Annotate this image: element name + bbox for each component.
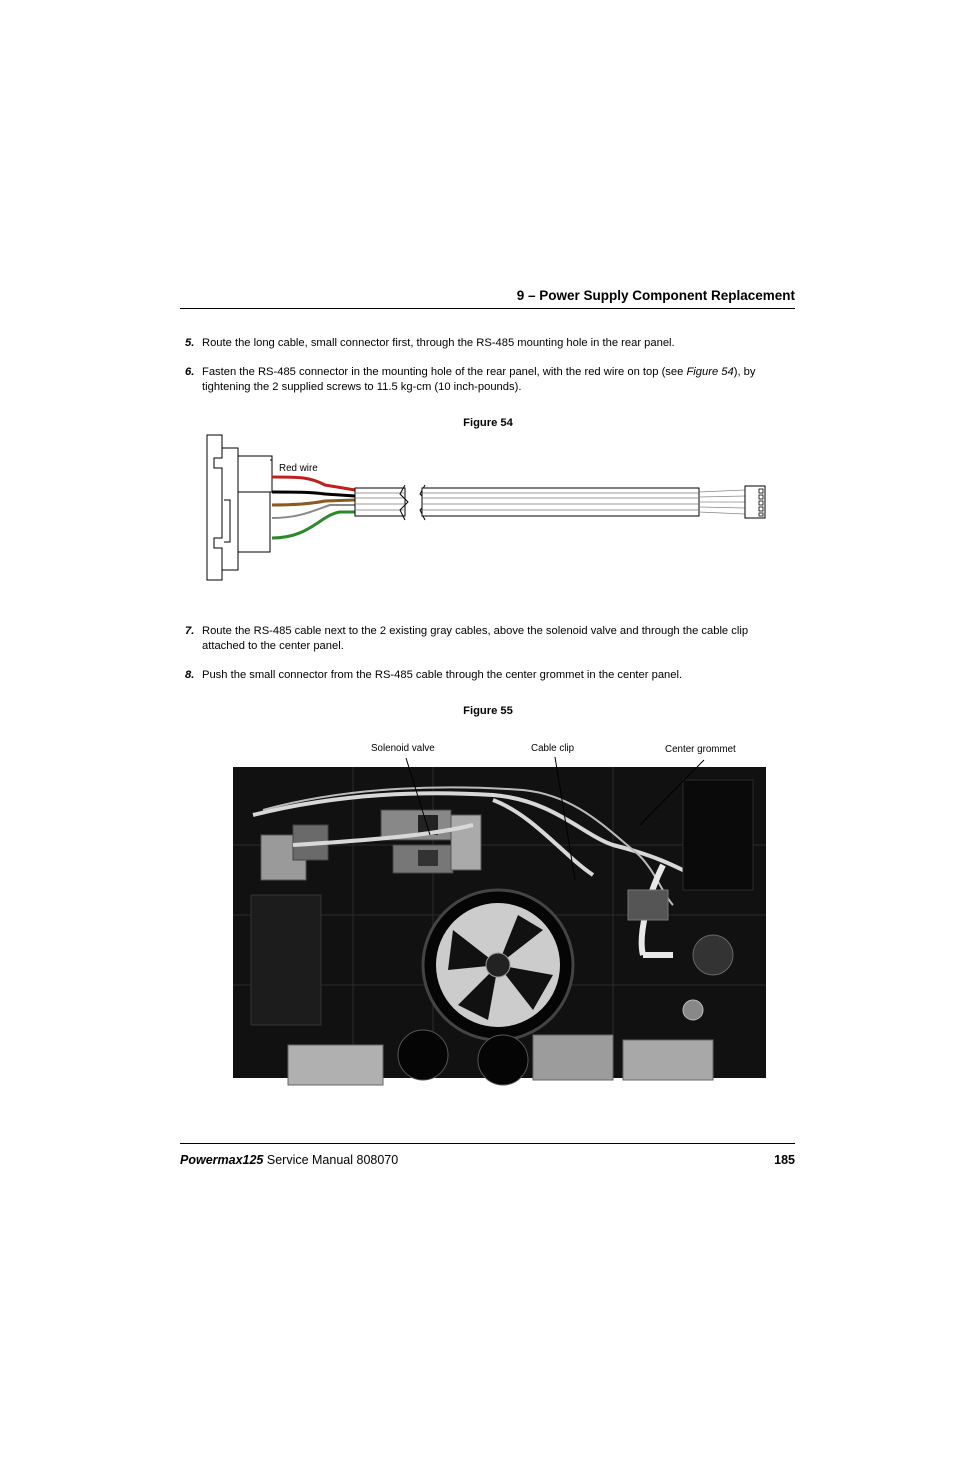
- step-text: Route the long cable, small connector first, through the RS-485 mounting hole in the rear panel.: [202, 337, 675, 349]
- footer-rule: [180, 1143, 795, 1144]
- page-number: 185: [774, 1153, 795, 1167]
- manual-title: Service Manual 808070: [263, 1153, 399, 1167]
- footer-manual-info: [180, 1153, 398, 1167]
- chapter-title: 9 – Power Supply Component Replacement: [516, 288, 795, 303]
- solenoid-valve-label: Solenoid valve: [371, 743, 435, 754]
- figure-reference: Figure 54: [686, 366, 734, 378]
- callout-text: Red wire: [279, 463, 318, 474]
- product-name: Powermax125: [180, 1153, 264, 1167]
- step-text-part: Fasten the RS-485 connector in the mounting hole of the rear panel, with the red wire on top (see: [202, 366, 687, 378]
- step-text: Route the RS-485 cable next to the 2 existing gray cables, above the solenoid valve and through the cable clip attached to the center panel.: [202, 625, 749, 652]
- step-number: 5.: [185, 337, 195, 349]
- figure-54-caption: Figure 54: [463, 417, 513, 429]
- step-text-part: ), by tightening the 2 supplied screws to 11.5 kg-cm (10 inch-pounds).: [202, 366, 756, 393]
- cable-clip-label: Cable clip: [531, 743, 575, 754]
- center-grommet-label: Center grommet: [665, 744, 736, 755]
- step-text: Push the small connector from the RS-485 cable through the center grommet in the center panel.: [202, 669, 683, 681]
- figure-55-caption: Figure 55: [463, 705, 513, 717]
- step-number: 8.: [185, 669, 195, 681]
- step-number: 7.: [185, 625, 195, 637]
- step-number: 6.: [185, 366, 195, 378]
